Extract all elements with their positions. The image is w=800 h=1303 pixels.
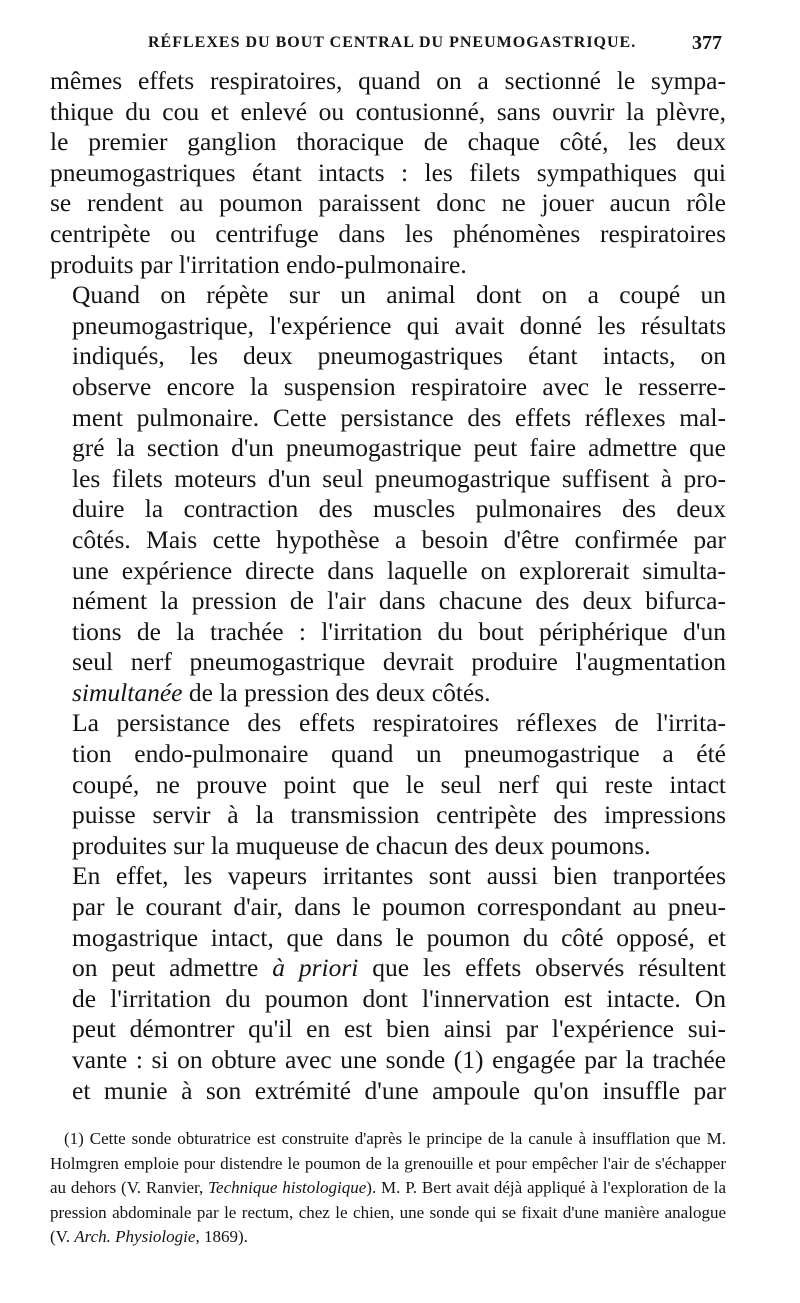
text-line: produits par l'irritation endo-pulmonaire. <box>50 249 467 279</box>
footnote-text: , 1869). <box>195 1227 248 1246</box>
text-line: pneumogastriques étant intacts : les filets sympathiques qui <box>50 157 726 187</box>
text-line: coupé, ne prouve point que le seul nerf qui reste intact <box>72 769 726 799</box>
paragraph <box>50 708 726 861</box>
text-line: seul nerf pneumogastrique devrait produire l'augmentation <box>72 647 726 677</box>
text-line: puisse servir à la transmission centripète des impressions <box>72 800 726 830</box>
italic-term: simultanée <box>72 677 183 707</box>
text-line: Quand on répète sur un animal dont on a coupé un <box>72 280 726 310</box>
footnote-italic: Arch. Physiologie <box>74 1227 196 1246</box>
text-fragment: que les effets observés résultent <box>358 953 727 983</box>
text-line <box>50 953 726 984</box>
paragraph <box>50 861 726 1106</box>
text-line: une expérience directe dans laquelle on explorerait simulta- <box>72 555 726 585</box>
text-line: duire la contraction des muscles pulmonaires des deux <box>72 494 726 524</box>
paragraph <box>50 66 726 280</box>
text-line: observe encore la suspension respiratoire avec le resserre- <box>72 371 726 401</box>
footnotes <box>50 1127 726 1250</box>
text-line <box>50 678 726 709</box>
text-line: pneumogastrique, l'expérience qui avait donné les résultats <box>72 310 726 340</box>
text-line: nément la pression de l'air dans chacune des deux bifurca- <box>72 586 726 616</box>
running-title: RÉFLEXES DU BOUT CENTRAL DU PNEUMOGASTRIQUE. <box>148 34 637 51</box>
text-line: mêmes effets respiratoires, quand on a sectionné le sympa- <box>50 66 726 95</box>
text-line: tion endo-pulmonaire quand un pneumogastrique a été <box>72 739 726 769</box>
text-line: tions de la trachée : l'irritation du bout périphérique d'un <box>72 616 726 646</box>
page-header <box>148 32 722 58</box>
body-text <box>50 66 726 1106</box>
footnote-text: (1) Cette sonde obturatrice est construite d'après le principe de la canule à insufflation que M. Holmgren emploie pour distendre le poumon de la grenouille et pour empêcher l'air de s'échapper au dehors (V. Ranvier, <box>50 1129 726 1197</box>
text-line: de l'irritation du poumon dont l'innervation est intacte. On <box>72 983 726 1013</box>
text-line: se rendent au poumon paraissent donc ne jouer aucun rôle <box>50 188 726 218</box>
text-line: La persistance des effets respiratoires réflexes de l'irrita- <box>72 708 726 738</box>
text-line: peut démontrer qu'il en est bien ainsi par l'expérience sui- <box>72 1014 726 1044</box>
text-line: centripète ou centrifuge dans les phénomènes respiratoires <box>50 218 726 248</box>
text-line: et munie à son extrémité d'une ampoule qu'on insuffle par <box>72 1075 726 1105</box>
text-line: vante : si on obture avec une sonde (1) engagée par la trachée <box>72 1045 726 1074</box>
text-line: thique du cou et enlevé ou contusionné, sans ouvrir la plèvre, <box>50 96 726 126</box>
text-line: par le courant d'air, dans le poumon correspondant au pneu- <box>72 892 726 922</box>
footnote <box>50 1127 726 1250</box>
paragraph <box>50 280 726 708</box>
italic-term: à priori <box>272 953 359 983</box>
text-line: côtés. Mais cette hypothèse a besoin d'être confirmée par <box>72 524 726 554</box>
page-number: 377 <box>692 32 722 54</box>
text-fragment: on peut admettre <box>72 953 273 983</box>
footnote-text: ). M. P. Bert avait déjà appliqué à l'exploration de la pression abdominale par le rectum, chez le chien, une sonde qui se fixait d'une manière analogue (V. <box>50 1178 727 1246</box>
text-line: produites sur la muqueuse de chacun des deux poumons. <box>72 830 651 860</box>
text-line: ment pulmonaire. Cette persistance des effets réflexes mal- <box>72 402 726 432</box>
text-line: indiqués, les deux pneumogastriques étant intacts, on <box>72 341 726 371</box>
text-line: En effet, les vapeurs irritantes sont aussi bien tranportées <box>72 861 726 891</box>
text-line: le premier ganglion thoracique de chaque côté, les deux <box>50 127 726 157</box>
text-line: les filets moteurs d'un seul pneumogastrique suffisent à pro- <box>72 463 726 493</box>
text-line: mogastrique intact, que dans le poumon du côté opposé, et <box>72 922 726 952</box>
text-fragment: de la pression des deux côtés. <box>182 677 491 707</box>
footnote-italic: Technique histologique <box>208 1178 367 1197</box>
text-line: gré la section d'un pneumogastrique peut faire admettre que <box>72 433 726 463</box>
